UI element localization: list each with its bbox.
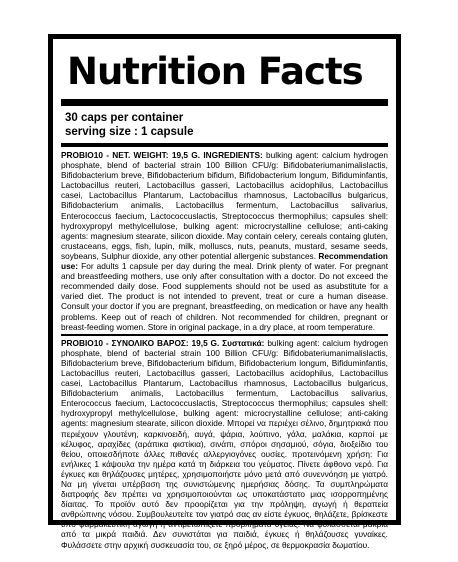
recommendation-label: Recommendation use: (61, 250, 388, 272)
english-ingredients-block (61, 147, 388, 334)
serving-info (61, 106, 388, 143)
nutrition-facts-label (48, 34, 401, 550)
english-heading: PROBIO10 - NET. WEIGHT: 19,5 G. INGREDIENTS: (61, 150, 263, 160)
greek-text: bulking agent: calcium hydrogen phosphate, blend of bacterial strain 100 Billion CFU/g: Bifidobateriumanimalislactis, Bifidobacterium breve, Bifidobacterium bifidum, Bifidobacterium longum, Bifiduminfantis, Lactobacillus reuteri, Lactobacillus gasseri, Lactobacillus acidophilus, Lactobacillus casei, Lactobacillus Plantarum, Lactobacillus rhamnosus, Lactobacillus bulgaricus, Bifidobacterium animalis, Lactobacillus fermentum, Lactobacillus salivarius, Enterococcus faecium, Lactococcuslactis, Streptococcus thermophilus; capsules shell: hydroxypropyl methylcellulose, bulking agent: microcrystalline cellulose; anti-caking agents: magnesium stearate, silicon dioxide. Μπορεί να περιέχει σέλινο, δημητριακά που περιέχουν γλουτένη, καρκινοειδή, αυγά, ψάρια, λούπινο, γάλα, μαλάκια, καρποί με κέλυφος, αραχίδες (αράπικα φιστίκια), σινάπι, σπόροι σησαμιού, σόγια, διοξείδιο του θείου, οποιεσδήποτε άλλες πιθανές αλλεργιογόνες ουσίες. προτεινόμενη χρήση: Για ενήλικες 1 κάψουλα την ημέρα κατά τη διάρκεια του γεύματος. Πίνετε άφθονο νερό. Για έγκυες και θηλάζουσες μητέρες, χρησιμοποιήστε μόνο μετά από συνεννόηση με γιατρό. Να μη γίνεται υπέρβαση της συνιστώμενης ημερήσιας δόσης. Τα συμπληρώματα διατροφής δεν πρέπει να χρησιμοποιούνται ως υποκατάστατο μιας ισορροπημένης δίαιτας. Το προϊόν αυτό δεν προορίζεται για την πρόληψη, αγωγή ή θεραπεία ανθρώπινης νόσου. Συμβουλευτείτε τον γιατρό σας αν είστε έγκυος, θηλάζετε, βρίσκεστε υπό φαρμακευτική αγωγή ή αντιμετωπίζετε προβλήματα υγείας. Να φυλάσσεται μακριά από τα μικρά παιδιά. Δεν συνιστάται για παιδιά, έγκυες ή θηλάζουσες γυναίκες. Φυλάσσετε στην αρχική συσκευασία του, σε ξηρό μέρος, σε θερμοκρασία δωματίου. (61, 337, 388, 550)
serving-size: serving size : 1 capsule (65, 126, 194, 138)
english-ingredients-text: bulking agent: calcium hydrogen phosphate, blend of bacterial strain 100 Billion CFU/g: Bifidobateriumanimalislactis, Bifidobacterium breve, Bifidobacterium bifidum, Bifidobacterium longum, Bifiduminfantis, Lactobacillus reuteri, Lactobacillus gasseri, Lactobacillus acidophilus, Lactobacillus casei, Lactobacillus Plantarum, Lactobacillus rhamnosus, Lactobacillus bulgaricus, Bifidobacterium animalis, Lactobacillus fermentum, Lactobacillus salivarius, Enterococcus faecium, Lactococcuslactis, Streptococcus thermophilus; capsules shell: hydroxypropyl methylcellulose, bulking agent: microcrystalline cellulose; anti-caking agents: magnesium stearate, silicon dioxide. May contain celery, cereals containg gluten, crustaceans, eggs, fish, lupin, milk, molluscs, nuts, peanuts, mustard, sesame seeds, soybeans, Sulphur dioxide, any other potential allergenic substances. (61, 150, 388, 261)
thick-divider (61, 99, 388, 106)
recommendation-text: For adults 1 capsule per day during the meal. Drink plenty of water. For pregnant and breastfeeding mothers, use only after consultation with a doctor. Do not exceed the recommended daily dose. Food supplements should not be used as asubstitute for a varied diet. The product is not intended to prevent, treat or cure a human disease. Consult your doctor if you are pregnant, breastfeeding, on medication or have any health problems. Keep out of reach of children. Not recommended for children, pregnant or breast-feeding women. Store in original package, in a dry place, at room temperature. (61, 261, 388, 332)
label-title: Nutrition Facts (67, 50, 363, 93)
caps-per-container: 30 caps per container (65, 112, 184, 124)
greek-heading: PROBIO10 - ΣΥΝΟΛΙΚΟ ΒΑΡΟΣ: 19,5 G. Συστατικά: (61, 337, 265, 348)
greek-ingredients-block (61, 336, 388, 552)
